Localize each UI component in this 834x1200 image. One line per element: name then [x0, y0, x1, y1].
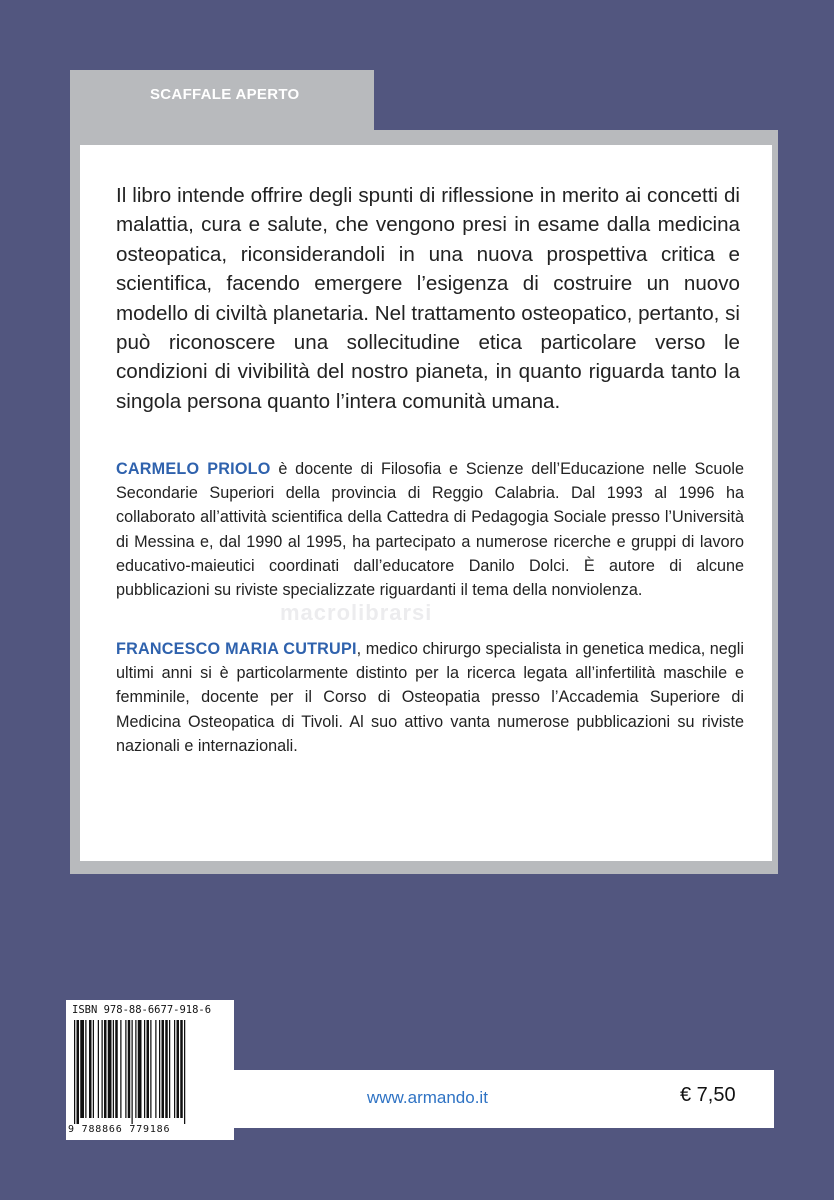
barcode-digits: 9 788866 779186	[68, 1124, 171, 1135]
price-label: € 7,50	[680, 1084, 736, 1106]
barcode-icon	[72, 1020, 228, 1124]
watermark: macrolibrarsi	[280, 600, 433, 625]
publisher-website-link[interactable]: www.armando.it	[367, 1088, 488, 1107]
author-name-2: FRANCESCO MARIA CUTRUPI	[116, 640, 357, 658]
series-tab	[70, 70, 374, 132]
footer-strip	[234, 1070, 774, 1128]
author-name-1: CARMELO PRIOLO	[116, 460, 271, 478]
isbn-label: ISBN 978-88-6677-918-6	[72, 1004, 212, 1016]
author-bio-2	[116, 637, 744, 758]
content-panel	[80, 145, 772, 861]
barcode-block	[66, 1000, 234, 1140]
book-summary: Il libro intende offrire degli spunti di riflessione in merito ai concetti di malattia, cura e salute, che vengono presi in esame dalla medicina osteopatica, riconsiderandoli in una nuova prospettiva critica e scientifica, facendo emergere l’esigenza di costruire un nuovo modello di civiltà planetaria. Nel trattamento osteopatico, pertanto, si può riconoscere una sollecitudine etica particolare verso le condizioni di vivibilità del nostro pianeta, in quanto riguarda tanto la singola persona quanto l’intera comunità umana.	[116, 184, 740, 413]
author-bio-text-1: è docente di Filosofia e Scienze dell’Educazione nelle Scuole Secondarie Superiori della provincia di Reggio Calabria. Dal 1993 al 1996 ha collaborato all’attività scientifica della Cattedra di Pedagogia Sociale presso l’Università di Messina e, dal 1990 al 1995, ha partecipato a numerose ricerche e gruppi di lavoro educativo-maieutici coordinati dall’educatore Danilo Dolci. È autore di alcune pubblicazioni su riviste specializzate riguardanti il tema della nonviolenza.	[116, 460, 744, 600]
series-label: SCAFFALE APERTO	[150, 86, 300, 103]
author-bio-text-2: , medico chirurgo specialista in genetica medica, negli ultimi anni si è particolarmente distinto per la ricerca legata all’infertilità maschile e femminile, docente per il Corso di Osteopatia presso l’Accademia Superiore di Medicina Osteopatica di Tivoli. Al suo attivo vanta numerose pubblicazioni su riviste nazionali e internazionali.	[116, 640, 744, 755]
author-bio-1	[116, 457, 744, 602]
